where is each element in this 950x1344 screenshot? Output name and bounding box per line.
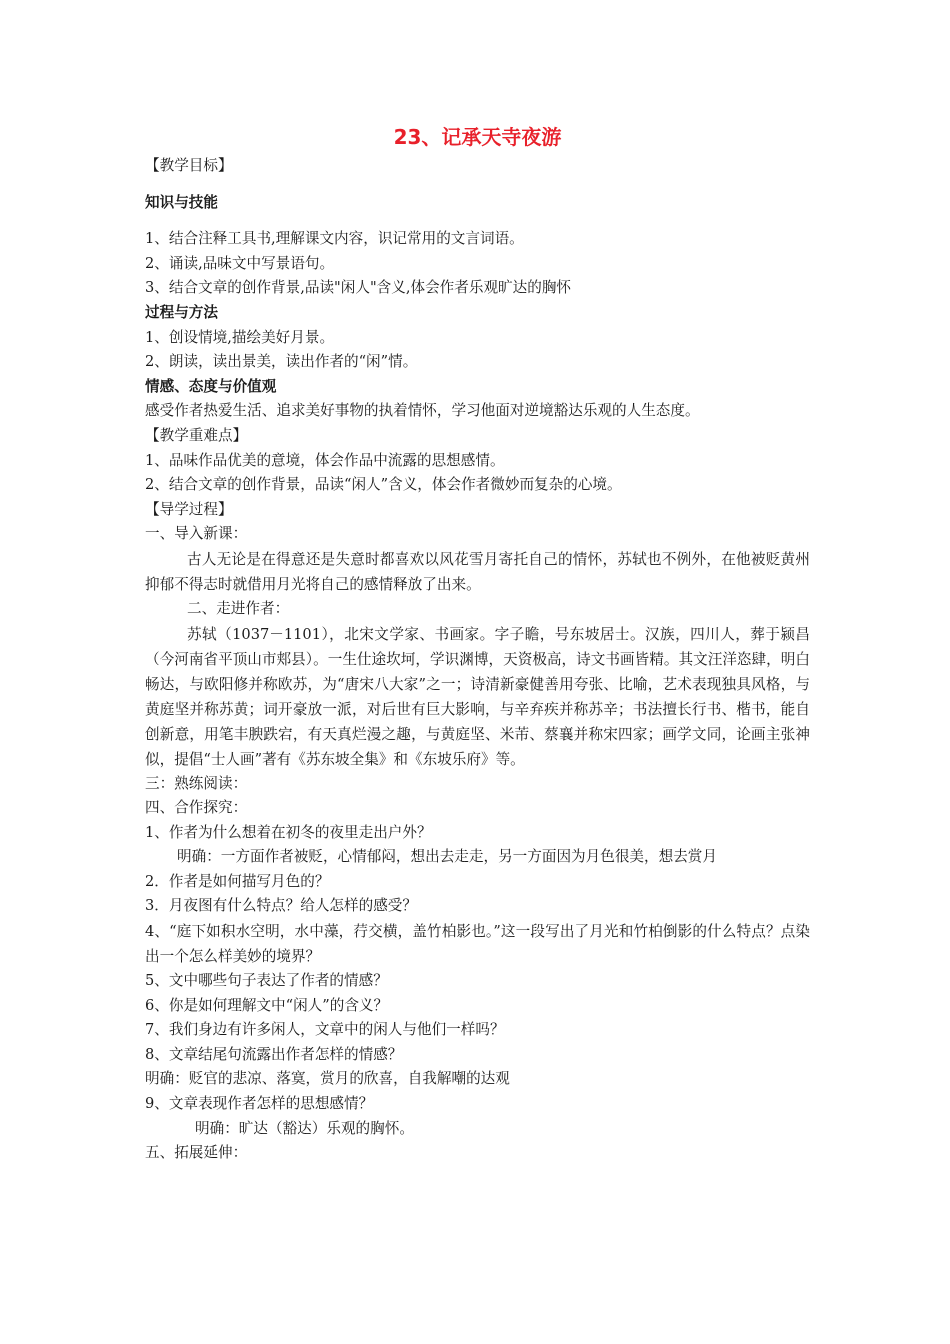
- knowledge-item-2: 2、诵读,品味文中写景语句。: [145, 254, 335, 272]
- explore-header: 四、合作探究：: [145, 799, 248, 817]
- emotion-text: 感受作者热爱生活、追求美好事物的执着情怀，学习他面对逆境豁达乐观的人生态度。: [145, 402, 700, 420]
- document-page: [145, 120, 810, 1166]
- author-paragraph: 苏轼（1037－1101），北宋文学家、书画家。字子瞻，号东坡居士。汉族，四川人，葬于颍昌（今河南省平顶山市郏县）。一生仕途坎坷，学识渊博，天资极高，诗文书画皆精。其文汪洋恣肆，明白畅达，与欧阳修并称欧苏，为“唐宋八大家”之一；诗清新豪健善用夸张、比喻，艺术表现独具风格，与黄庭坚并称苏黄；词开豪放一派，对后世有巨大影响，与辛弃疾并称苏辛；书法擅长行书、楷书，能自创新意，用笔丰腴跌宕，有天真烂漫之趣，与黄庭坚、米芾、蔡襄并称宋四家；画学文同，论画主张神似，提倡“士人画”著有《苏东坡全集》和《东坡乐府》等。: [145, 625, 810, 768]
- knowledge-header: 知识与技能: [145, 193, 218, 211]
- guide-header: 【导学过程】: [145, 500, 233, 518]
- question-1: 1、作者为什么想着在初冬的夜里走出户外？: [145, 823, 432, 841]
- emotion-header: 情感、态度与价值观: [145, 377, 277, 395]
- question-3: 3．月夜图有什么特点？给人怎样的感受？: [145, 897, 417, 915]
- question-7: 7、我们身边有许多闲人，文章中的闲人与他们一样吗？: [145, 1021, 505, 1039]
- intro-paragraph: 古人无论是在得意还是失意时都喜欢以风花雪月寄托自己的情怀，苏轼也不例外，在他被贬黄州抑郁不得志时就借用月光将自己的感情释放了出来。: [145, 550, 810, 593]
- answer-9: 明确：旷达（豁达）乐观的胸怀。: [195, 1119, 414, 1137]
- question-5: 5、文中哪些句子表达了作者的情感？: [145, 972, 388, 990]
- question-9: 9、文章表现作者怎样的思想感情？: [145, 1095, 374, 1113]
- question-8: 8、文章结尾句流露出作者怎样的情感？: [145, 1045, 403, 1063]
- knowledge-item-3: 3、结合文章的创作背景,品读"闲人"含义,体会作者乐观旷达的胸怀: [145, 279, 572, 297]
- author-header: 二、走进作者：: [187, 599, 290, 617]
- question-2: 2．作者是如何描写月色的？: [145, 872, 330, 890]
- key-header: 【教学重难点】: [145, 426, 248, 444]
- reading-header: 三：熟练阅读：: [145, 774, 248, 792]
- process-header: 过程与方法: [145, 303, 218, 321]
- process-item-2: 2、朗读，读出景美，读出作者的“闲”情。: [145, 353, 418, 371]
- goals-header: 【教学目标】: [145, 157, 233, 174]
- answer-8: 明确：贬官的悲凉、落寞，赏月的欣喜，自我解嘲的达观: [145, 1070, 510, 1088]
- question-6: 6、你是如何理解文中“闲人”的含义？: [145, 996, 389, 1014]
- intro-header: 一、导入新课：: [145, 525, 248, 543]
- key-item-2: 2、结合文章的创作背景，品读“闲人”含义，体会作者微妙而复杂的心境。: [145, 476, 622, 494]
- knowledge-item-1: 1、结合注释工具书,理解课文内容，识记常用的文言词语。: [145, 230, 524, 248]
- answer-1: 明确：一方面作者被贬，心情郁闷，想出去走走，另一方面因为月色很美，想去赏月: [177, 848, 717, 866]
- document-title: 23、记承天寺夜游: [393, 125, 562, 149]
- question-4: 4、“庭下如积水空明，水中藻，荇交横，盖竹柏影也。”这一段写出了月光和竹柏倒影的什么特点？点染出一个怎么样美妙的境界？: [145, 923, 810, 966]
- extend-header: 五、拓展延伸：: [145, 1144, 248, 1162]
- key-item-1: 1、品味作品优美的意境，体会作品中流露的思想感情。: [145, 451, 505, 469]
- process-item-1: 1、创设情境,描绘美好月景。: [145, 328, 335, 346]
